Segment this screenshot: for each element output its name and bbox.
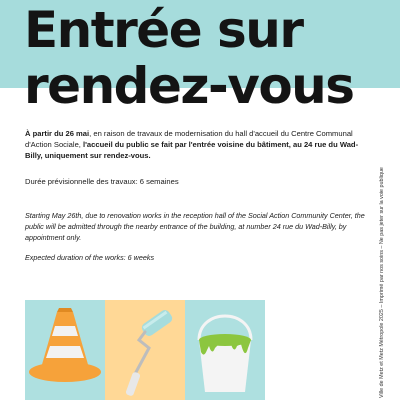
- poster-title: [24, 2, 394, 114]
- english-notice: Starting May 26th, due to renovation works in the reception hall of the Social Action Community Center, the public will be admitted through the nearby entrance of the building, at number 24 rue du Wad-Billy, by appointment only.: [25, 211, 365, 242]
- title-line-1: Entrée sur: [24, 1, 303, 59]
- french-access-info: l'accueil du public se fait par l'entrée voisine du bâtiment, au 24 rue du Wad-Billy, uniquement sur rendez-vous.: [25, 140, 359, 160]
- side-legal-note: [378, 118, 392, 398]
- illustration-panel-bucket: [185, 300, 265, 400]
- paint-roller-icon: [105, 300, 185, 400]
- english-duration: Expected duration of the works: 6 weeks: [25, 253, 155, 262]
- french-duration: Durée prévisionnelle des travaux: 6 semaines: [25, 177, 179, 186]
- side-legal-text: Ville de Metz et Metz Métropole 2025 – Imprimé par nos soins – Ne pas jeter sur la voie publique: [379, 167, 385, 398]
- illustration-panel-cone: [25, 300, 105, 400]
- french-reason: , en raison de travaux de modernisation du hall d'accueil du Centre Communal d'Action Sociale,: [25, 129, 353, 149]
- paint-bucket-icon: [185, 300, 265, 400]
- french-notice: [25, 128, 360, 161]
- traffic-cone-icon: [25, 300, 105, 400]
- title-line-2: rendez-vous: [24, 57, 354, 115]
- french-start-date: À partir du 26 mai: [25, 129, 90, 138]
- illustration-panel-roller: [105, 300, 185, 400]
